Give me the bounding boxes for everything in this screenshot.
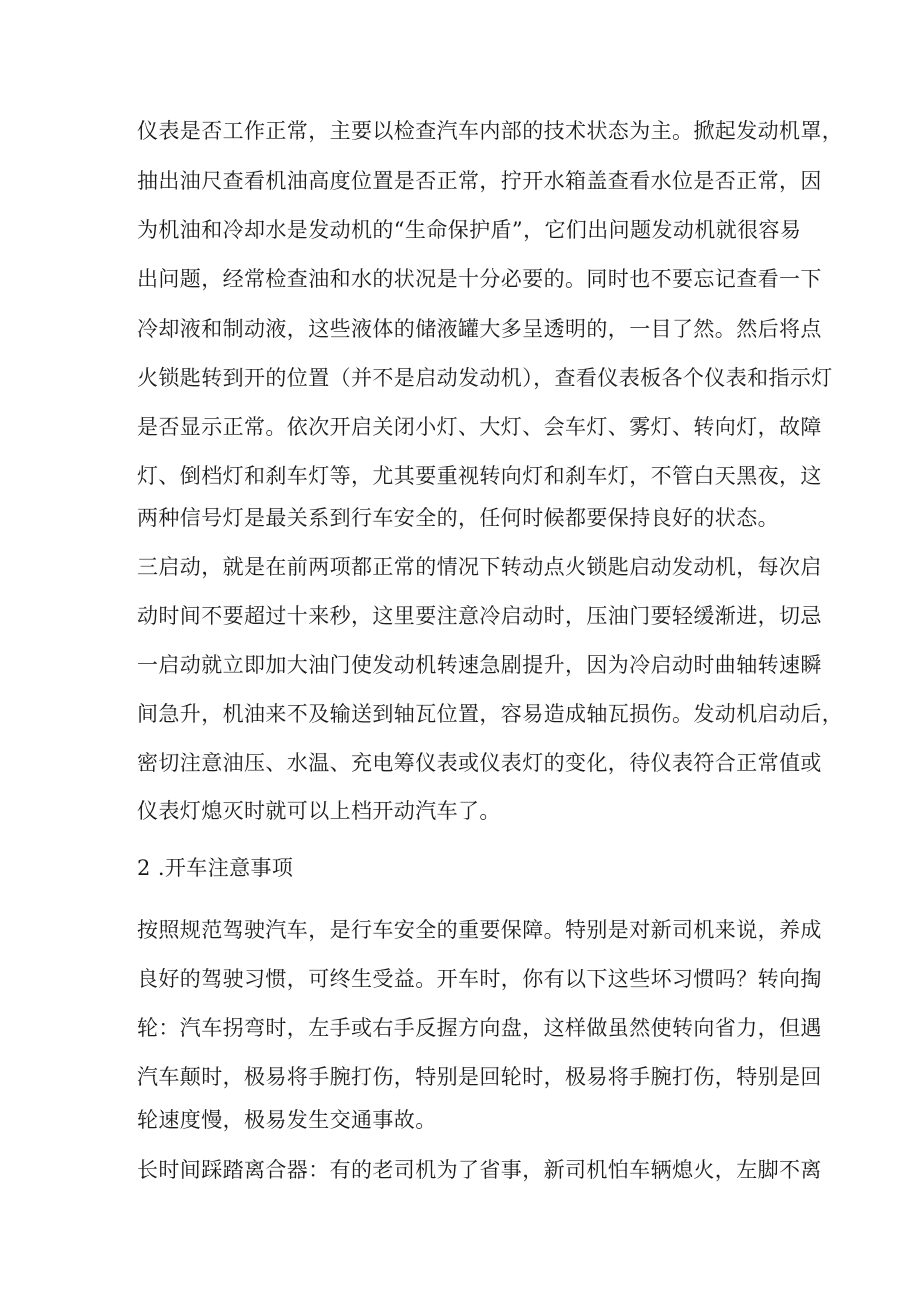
- text-line: 轮速度慢，极易发生交通事故。: [137, 1108, 437, 1132]
- text-line: 一启动就立即加大油门使发动机转速急剧提升，因为冷启动时曲轴转速瞬: [137, 653, 822, 677]
- text-line: 冷却液和制动液，这些液体的储液罐大多呈透明的，一目了然。然后将点: [137, 317, 822, 341]
- text-line: 灯、倒档灯和刹车灯等，尤其要重视转向灯和刹车灯，不管白天黑夜，这: [137, 464, 822, 488]
- text-line: 抽出油尺查看机油高度位置是否正常，拧开水箱盖查看水位是否正常，因: [137, 169, 822, 193]
- text-line: 间急升，机油来不及输送到轴瓦位置，容易造成轴瓦损伤。发动机启动后，: [137, 702, 844, 726]
- text-line: 出问题，经常检查油和水的状况是十分必要的。同时也不要忘记查看一下: [137, 267, 822, 291]
- text-line: 火锁匙转到开的位置（并不是启动发动机），查看仪表板各个仪表和指示灯: [137, 366, 833, 390]
- text-line: 动时间不要超过十来秒，这里要注意冷启动时，压油门要轻缓渐进，切忌: [137, 604, 822, 628]
- text-line: 仪表灯熄灭时就可以上档开动汽车了。: [137, 799, 501, 823]
- text-line: 为机油和冷却水是发动机的“生命保护盾”，它们出问题发动机就很容易: [137, 218, 802, 242]
- text-line: 是否显示正常。依次开启关闭小灯、大灯、会车灯、雾灯、转向灯，故障: [137, 415, 822, 439]
- text-line: 按照规范驾驶汽车，是行车安全的重要保障。特别是对新司机来说，养成: [137, 918, 822, 942]
- text-line: 密切注意油压、水温、充电筹仪表或仪表灯的变化，待仪表符合正常值或: [137, 751, 822, 775]
- text-line: 长时间踩踏离合器：有的老司机为了省事，新司机怕车辆熄火，左脚不离: [137, 1158, 822, 1182]
- text-line: 良好的驾驶习惯，可终生受益。开车时，你有以下这些坏习惯吗？转向掏: [137, 967, 822, 991]
- text-line: 两种信号灯是最关系到行车安全的，任何时候都要保持良好的状态。: [137, 506, 779, 530]
- text-line: 三启动，就是在前两项都正常的情况下转动点火锁匙启动发动机，每次启: [137, 555, 822, 579]
- text-line: 轮：汽车拐弯时，左手或右手反握方向盘，这样做虽然使转向省力，但遇: [137, 1016, 822, 1040]
- text-line: 汽车颠时，极易将手腕打伤，特别是回轮时，极易将手腕打伤，特别是回: [137, 1065, 822, 1089]
- section-heading: 2 .开车注意事项: [137, 856, 294, 880]
- text-line: 仪表是否工作正常，主要以检查汽车内部的技术状态为主。掀起发动机罩，: [137, 119, 844, 143]
